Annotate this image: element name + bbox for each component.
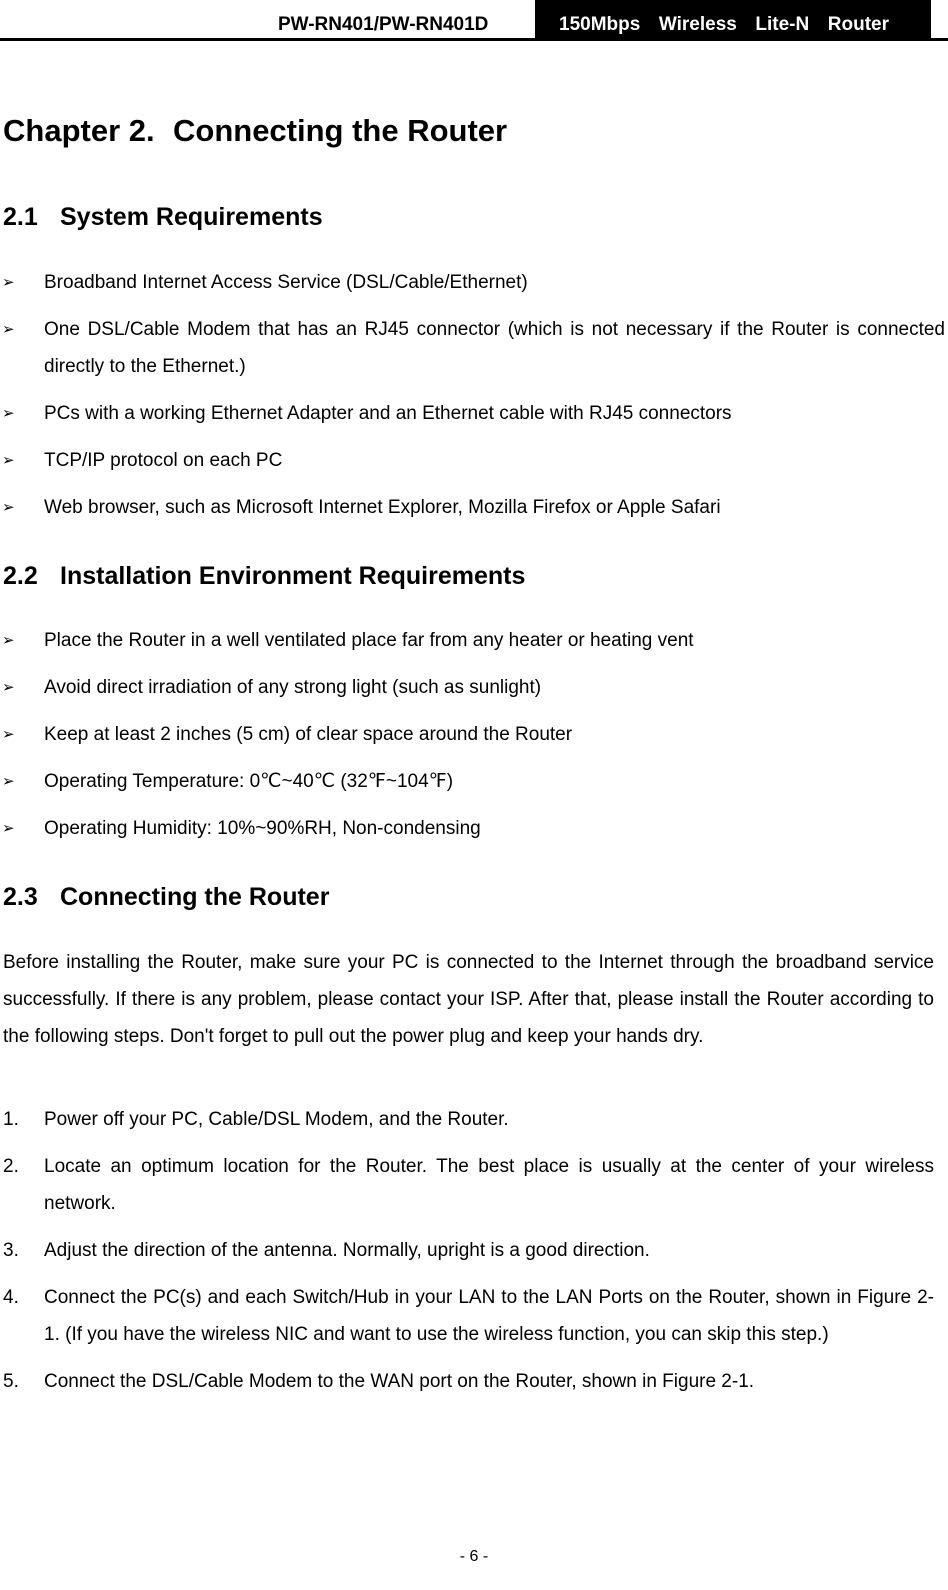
intro-paragraph: Before installing the Router, make sure your PC is connected to the Internet through the broadband service successfully. If there is any problem, please contact your ISP. After that, please install the Router according to the following steps. Don't forget to pull out the power plug and keep your hands dry. [3,952,934,1047]
list-item [0,442,945,479]
list-item [0,1279,934,1353]
bullet-arrow-icon: ➢ [2,499,15,516]
bullet-arrow-icon: ➢ [2,274,15,291]
list-item-text: Power off your PC, Cable/DSL Modem, and the Router. [44,1109,509,1130]
list-item-text: Operating Humidity: 10%~90%RH, Non-condensing [44,818,481,839]
installation-requirements-list [0,622,945,857]
page-header [0,0,948,42]
list-item-text: One DSL/Cable Modem that has an RJ45 connector (which is not necessary if the Router is connected directly to the Ethernet.) [44,319,945,377]
list-item [0,311,945,385]
list-item [0,1363,934,1400]
header-edge-mark [929,0,931,40]
bullet-arrow-icon: ➢ [2,321,15,338]
list-item-text: PCs with a working Ethernet Adapter and an Ethernet cable with RJ45 connectors [44,403,732,424]
list-item-text: Connect the PC(s) and each Switch/Hub in your LAN to the LAN Ports on the Router, shown in Figure 2-1. (If you have the wireless NIC and want to use the wireless function, you can skip this step.) [44,1287,934,1345]
list-item [0,763,945,800]
bullet-arrow-icon: ➢ [2,820,15,837]
list-item-text: Web browser, such as Microsoft Internet Explorer, Mozilla Firefox or Apple Safari [44,497,721,518]
list-item [0,622,945,659]
installation-steps-list [0,1101,934,1410]
list-item-text: Adjust the direction of the antenna. Normally, upright is a good direction. [44,1240,650,1261]
list-item-text: Locate an optimum location for the Router. The best place is usually at the center of your wireless network. [44,1156,934,1214]
bullet-arrow-icon: ➢ [2,679,15,696]
bullet-arrow-icon: ➢ [2,726,15,743]
list-item-text: Operating Temperature: 0℃~40℃ (32℉~104℉) [44,771,454,792]
section-title-text: Installation Environment Requirements [60,562,526,590]
chapter-number: Chapter 2. [3,113,155,148]
section-title-2-1 [3,202,323,232]
system-requirements-list [0,264,945,536]
header-divider [0,38,948,41]
list-item [0,489,945,526]
list-item-text: Connect the DSL/Cable Modem to the WAN port on the Router, shown in Figure 2-1. [44,1371,755,1392]
list-item-text: TCP/IP protocol on each PC [44,450,283,471]
chapter-title-text: Connecting the Router [173,113,508,148]
list-item-text: Keep at least 2 inches (5 cm) of clear space around the Router [44,724,573,745]
header-model-name: PW-RN401/PW-RN401D [278,14,489,35]
list-item-text: Avoid direct irradiation of any strong light (such as sunlight) [44,677,542,698]
step-number: 1. [3,1109,19,1130]
list-item [0,810,945,847]
chapter-title [3,112,507,150]
section-title-2-2 [3,561,525,591]
section-title-text: System Requirements [60,203,323,231]
header-product-name: 150Mbps Wireless Lite-N Router [535,0,929,40]
page-number: - 6 - [459,1548,489,1565]
bullet-arrow-icon: ➢ [2,632,15,649]
list-item [0,669,945,706]
list-item [0,1101,934,1138]
list-item-text: Broadband Internet Access Service (DSL/Cable/Ethernet) [44,272,528,293]
section-number: 2.2 [3,562,38,590]
list-item [0,1148,934,1222]
step-number: 5. [3,1371,19,1392]
step-number: 4. [3,1287,19,1308]
section-title-text: Connecting the Router [60,883,330,911]
bullet-arrow-icon: ➢ [2,405,15,422]
step-number: 3. [3,1240,19,1261]
bullet-arrow-icon: ➢ [2,452,15,469]
list-item [0,1232,934,1269]
list-item [0,395,945,432]
step-number: 2. [3,1156,19,1177]
section-title-2-3 [3,882,329,912]
section-number: 2.1 [3,203,38,231]
list-item [0,264,945,301]
list-item-text: Place the Router in a well ventilated place far from any heater or heating vent [44,630,694,651]
bullet-arrow-icon: ➢ [2,773,15,790]
section-number: 2.3 [3,883,38,911]
list-item [0,716,945,753]
